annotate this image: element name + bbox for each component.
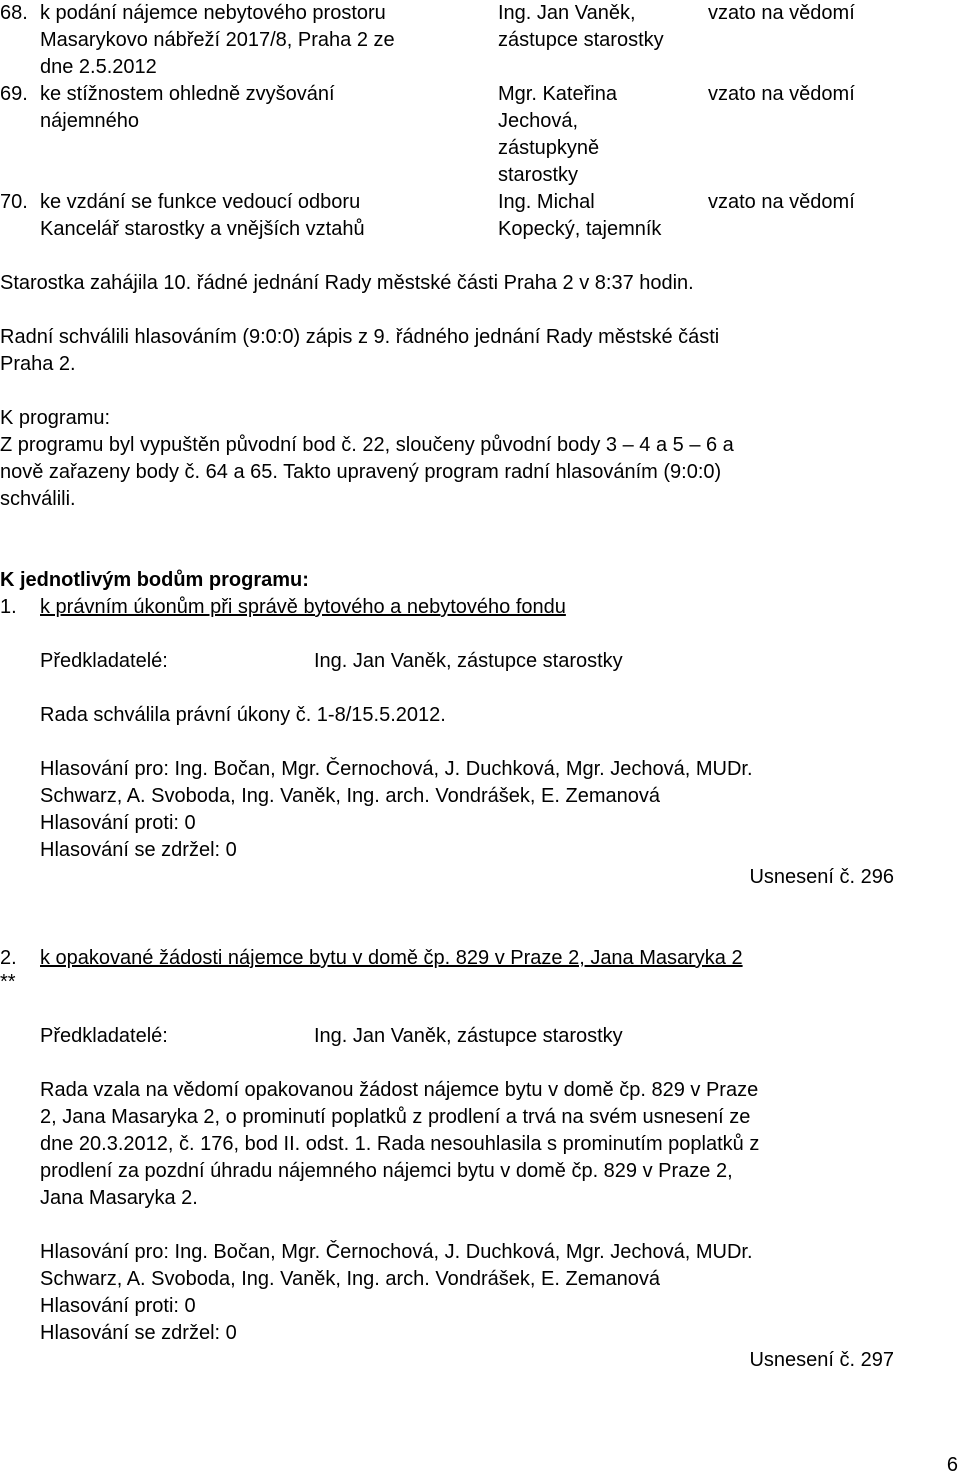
opening-statement: Starostka zahájila 10. řádné jednání Rady městské části Praha 2 v 8:37 hodin.: [0, 272, 694, 294]
row-submitter-line: Ing. Jan Vaněk,: [498, 2, 636, 24]
submitter-name: Ing. Jan Vaněk, zástupce starostky: [314, 650, 623, 672]
vote-for-line: Hlasování pro: Ing. Bočan, Mgr. Černochová, J. Duchková, Mgr. Jechová, MUDr.: [40, 1241, 753, 1263]
row-submitter-line: zástupce starostky: [498, 29, 664, 51]
row-subject-line: ke vzdání se funkce vedoucí odboru: [40, 191, 361, 213]
row-number: 69.: [0, 83, 28, 105]
page-number: 6: [946, 1454, 958, 1476]
row-result: vzato na vědomí: [708, 191, 855, 213]
resolution-number: Usnesení č. 296: [749, 866, 894, 888]
item-text-line: Jana Masaryka 2.: [40, 1187, 198, 1209]
program-line: nově zařazeny body č. 64 a 65. Takto upravený program radní hlasováním (9:0:0): [0, 461, 722, 483]
row-subject-line: dne 2.5.2012: [40, 56, 157, 78]
row-subject-line: ke stížnostem ohledně zvyšování: [40, 83, 335, 105]
vote-against: Hlasování proti: 0: [40, 812, 196, 834]
row-submitter-line: Ing. Michal: [498, 191, 595, 213]
row-result: vzato na vědomí: [708, 2, 855, 24]
submitter-label: Předkladatelé:: [40, 650, 168, 672]
minutes-approval-line: Radní schválili hlasováním (9:0:0) zápis z 9. řádného jednání Rady městské části: [0, 326, 720, 348]
item-text-line: Rada schválila právní úkony č. 1-8/15.5.2012.: [40, 704, 446, 726]
item-title: k právním úkonům při správě bytového a nebytového fondu: [40, 596, 566, 618]
program-line: Z programu byl vypuštěn původní bod č. 22, sloučeny původní body 3 – 4 a 5 – 6 a: [0, 434, 734, 456]
row-submitter-line: zástupkyně: [498, 137, 600, 159]
row-submitter-line: Mgr. Kateřina: [498, 83, 617, 105]
program-heading: K programu:: [0, 407, 111, 429]
item-number: 1.: [0, 596, 17, 618]
row-submitter-line: Jechová,: [498, 110, 579, 132]
program-line: schválili.: [0, 488, 76, 510]
item-text-line: dne 20.3.2012, č. 176, bod II. odst. 1. Rada nesouhlasila s prominutím poplatků z: [40, 1133, 760, 1155]
vote-for-line: Hlasování pro: Ing. Bočan, Mgr. Černochová, J. Duchková, Mgr. Jechová, MUDr.: [40, 758, 753, 780]
minutes-approval-line: Praha 2.: [0, 353, 76, 375]
row-number: 68.: [0, 2, 28, 24]
items-heading: K jednotlivým bodům programu:: [0, 569, 309, 591]
resolution-number: Usnesení č. 297: [749, 1349, 894, 1371]
submitter-name: Ing. Jan Vaněk, zástupce starostky: [314, 1025, 623, 1047]
vote-abstain: Hlasování se zdržel: 0: [40, 839, 237, 861]
vote-abstain: Hlasování se zdržel: 0: [40, 1322, 237, 1344]
row-subject-line: Kancelář starostky a vnějších vztahů: [40, 218, 365, 240]
item-title: k opakované žádosti nájemce bytu v domě čp. 829 v Praze 2, Jana Masaryka 2: [40, 947, 743, 969]
row-submitter-line: Kopecký, tajemník: [498, 218, 662, 240]
row-subject-line: k podání nájemce nebytového prostoru: [40, 2, 386, 24]
vote-for-line: Schwarz, A. Svoboda, Ing. Vaněk, Ing. arch. Vondrášek, E. Zemanová: [40, 1268, 660, 1290]
row-result: vzato na vědomí: [708, 83, 855, 105]
row-subject-line: Masarykovo nábřeží 2017/8, Praha 2 ze: [40, 29, 395, 51]
row-number: 70.: [0, 191, 28, 213]
item-text-line: Rada vzala na vědomí opakovanou žádost nájemce bytu v domě čp. 829 v Praze: [40, 1079, 759, 1101]
item-text-line: prodlení za pozdní úhradu nájemného nájemci bytu v domě čp. 829 v Praze 2,: [40, 1160, 733, 1182]
item-text-line: 2, Jana Masaryka 2, o prominutí poplatků z prodlení a trvá na svém usnesení ze: [40, 1106, 751, 1128]
submitter-label: Předkladatelé:: [40, 1025, 168, 1047]
vote-against: Hlasování proti: 0: [40, 1295, 196, 1317]
item-number: 2.: [0, 947, 17, 969]
item-marker: **: [0, 971, 16, 993]
row-submitter-line: starostky: [498, 164, 579, 186]
row-subject-line: nájemného: [40, 110, 139, 132]
vote-for-line: Schwarz, A. Svoboda, Ing. Vaněk, Ing. arch. Vondrášek, E. Zemanová: [40, 785, 660, 807]
